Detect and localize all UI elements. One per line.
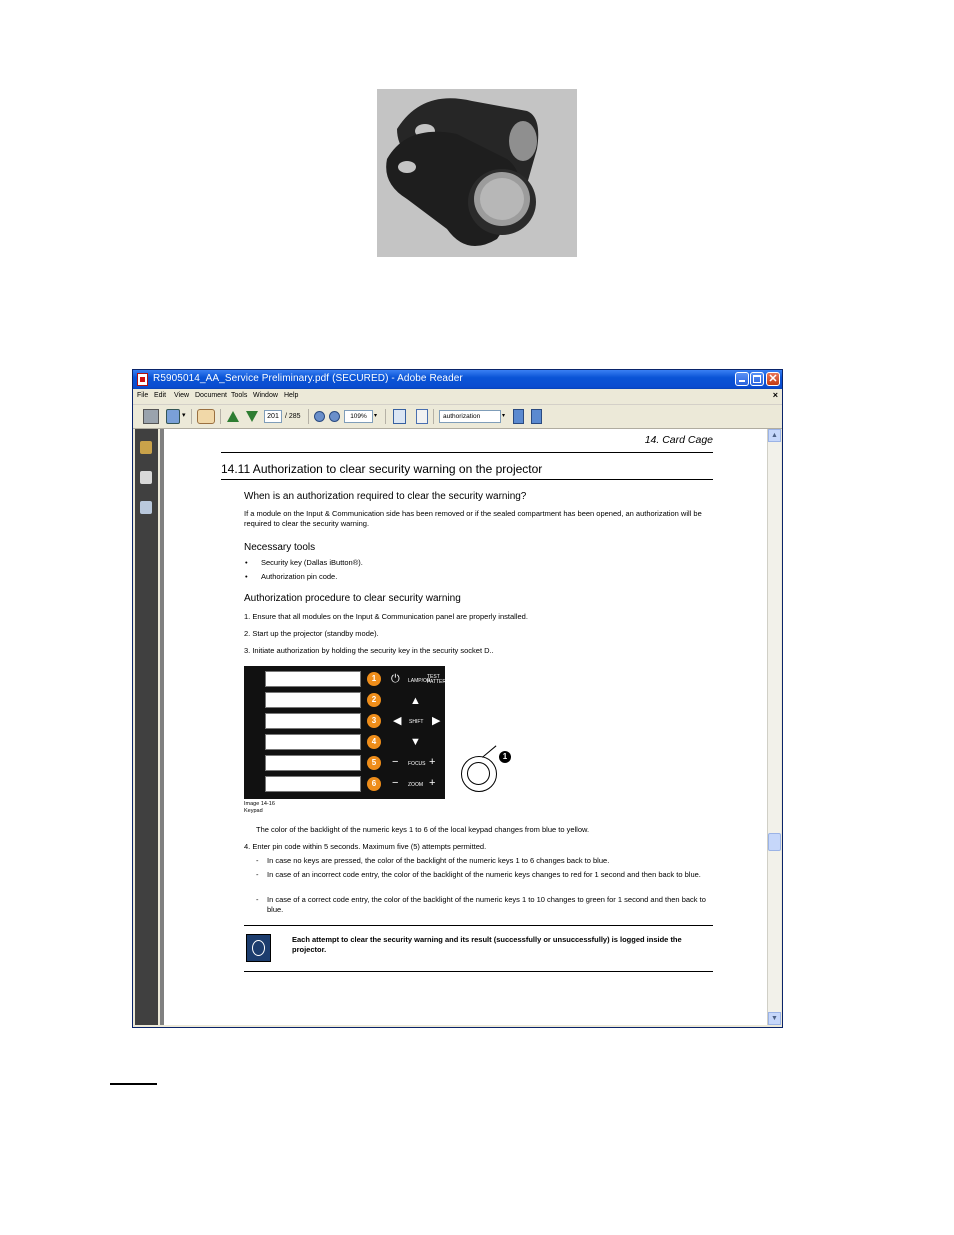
plus-icon: + — [429, 756, 436, 768]
menu-edit[interactable]: Edit — [154, 392, 167, 399]
question-heading: When is an authorization required to clear the security warning? — [244, 491, 527, 502]
minus-icon: − — [392, 756, 399, 768]
note-bottom-rule — [244, 971, 713, 972]
ibutton-photo — [377, 89, 577, 257]
zoom-key-label: ZOOM — [408, 782, 423, 788]
search-dropdown-icon[interactable]: ▾ — [502, 413, 506, 419]
next-page-icon[interactable] — [246, 411, 258, 422]
note-icon — [246, 934, 271, 962]
maximize-button[interactable] — [750, 372, 764, 386]
zoom-level-input[interactable]: 109% — [344, 410, 373, 423]
pages-panel-icon[interactable] — [140, 471, 152, 484]
menu-help[interactable]: Help — [284, 392, 299, 399]
chapter-header: 14. Card Cage — [644, 434, 713, 446]
section-title-rule — [221, 479, 713, 480]
image-caption-number: Image 14-16 — [244, 801, 275, 807]
callout-arrow — [482, 745, 496, 757]
toolbar-separator — [308, 409, 309, 424]
note-top-rule — [244, 925, 713, 926]
tool-item: Security key (Dallas iButton®). — [261, 558, 363, 567]
key-backlight-field — [265, 734, 361, 750]
document-close-icon[interactable]: × — [772, 390, 778, 400]
page-number-input[interactable]: 201 — [264, 410, 282, 423]
security-socket-illustration — [461, 756, 497, 792]
toolbar-separator — [191, 409, 192, 424]
close-window-button[interactable] — [766, 372, 780, 386]
zoom-out-icon[interactable] — [314, 411, 325, 422]
email-dropdown-icon[interactable]: ▾ — [182, 412, 186, 419]
tools-heading: Necessary tools — [244, 542, 316, 553]
dash: - — [256, 895, 259, 904]
scroll-up-icon[interactable]: ▲ — [768, 429, 781, 442]
plus-icon: + — [429, 777, 436, 789]
menu-view[interactable]: View — [174, 392, 190, 399]
fit-page-icon[interactable] — [416, 409, 428, 424]
find-next-icon[interactable] — [531, 409, 542, 424]
procedure-step: 2. Start up the projector (standby mode). — [244, 629, 379, 638]
print-icon[interactable] — [143, 409, 159, 424]
menu-tools[interactable]: Tools — [231, 392, 248, 399]
test-pattern-key-label: TEST PATTERN — [427, 674, 450, 685]
arrow-down-icon: ▼ — [410, 736, 421, 748]
numeric-key: 6 — [367, 777, 381, 791]
arrow-up-icon: ▲ — [410, 695, 421, 707]
minimize-button[interactable] — [735, 372, 749, 386]
close-icon: ✕ — [768, 373, 778, 385]
procedure-step: 1. Ensure that all modules on the Input & Communication panel are properly installed. — [244, 612, 528, 621]
title-bar[interactable] — [133, 370, 782, 389]
procedure-heading: Authorization procedure to clear security warning — [244, 593, 461, 604]
navigation-panel — [135, 429, 158, 1025]
arrow-left-icon: ◀ — [393, 715, 402, 727]
toolbar — [133, 405, 782, 429]
question-body: If a module on the Input & Communication side has been removed or if the sealed compartment has been opened, an authorization will be required to clear the security warning. — [244, 509, 702, 528]
numeric-key: 2 — [367, 693, 381, 707]
numeric-key: 5 — [367, 756, 381, 770]
section-title: 14.11 Authorization to clear security warning on the projector — [221, 462, 543, 476]
substep-text: In case of an incorrect code entry, the color of the backlight of the numeric keys changes to red for 1 second and then back to blue. — [267, 870, 701, 879]
lamp-key-label: LAMP/OR — [408, 678, 431, 684]
tool-item: Authorization pin code. — [261, 572, 338, 581]
scroll-down-icon[interactable]: ▼ — [768, 1012, 781, 1025]
numeric-key: 3 — [367, 714, 381, 728]
adobe-reader-window — [132, 369, 783, 1028]
minus-icon: − — [392, 777, 399, 789]
search-input[interactable]: authorization — [439, 410, 501, 423]
document-area — [160, 429, 767, 1025]
keypad-image — [244, 666, 450, 799]
key-backlight-field — [265, 776, 361, 792]
security-lock-icon[interactable] — [140, 441, 152, 454]
bookmarks-panel-icon[interactable] — [140, 501, 152, 514]
pdf-page — [164, 429, 767, 1025]
backlight-text: The color of the backlight of the numeric keys 1 to 6 of the local keypad changes from blue to yellow. — [256, 825, 590, 834]
menu-document[interactable]: Document — [195, 392, 227, 399]
adobe-reader-app-icon — [137, 373, 148, 386]
shift-key-label: SHIFT — [409, 719, 424, 725]
find-previous-icon[interactable] — [513, 409, 524, 424]
underline-mark — [110, 1083, 157, 1085]
vertical-scrollbar[interactable] — [767, 429, 781, 1025]
procedure-step: 4. Enter pin code within 5 seconds. Maximum five (5) attempts permitted. — [244, 842, 487, 851]
key-backlight-field — [265, 671, 361, 687]
bullet: • — [245, 572, 248, 581]
scroll-thumb[interactable] — [768, 833, 781, 851]
toolbar-separator — [433, 409, 434, 424]
callout-number: 1 — [499, 751, 511, 763]
toolbar-separator — [220, 409, 221, 424]
collaborate-icon[interactable] — [197, 409, 215, 424]
menu-bar — [133, 389, 782, 405]
numeric-key: 4 — [367, 735, 381, 749]
focus-key-label: FOCUS — [408, 761, 426, 767]
key-backlight-field — [265, 713, 361, 729]
zoom-in-icon[interactable] — [329, 411, 340, 422]
bullet: • — [245, 558, 248, 567]
arrow-right-icon: ▶ — [432, 715, 441, 727]
dash: - — [256, 856, 259, 865]
menu-window[interactable]: Window — [253, 392, 278, 399]
window-title: R5905014_AA_Service Preliminary.pdf (SECURED) - Adobe Reader — [153, 373, 463, 384]
key-backlight-field — [265, 692, 361, 708]
note-text: Each attempt to clear the security warning and its result (successfully or unsuccessfully) is logged inside the projector. — [292, 935, 682, 954]
zoom-dropdown-icon[interactable]: ▾ — [374, 413, 378, 419]
key-backlight-field — [265, 755, 361, 771]
power-icon: ⏻ — [391, 673, 400, 685]
previous-page-icon[interactable] — [227, 411, 239, 422]
header-rule — [221, 452, 713, 453]
substep-text: In case of a correct code entry, the color of the backlight of the numeric keys 1 to 10 changes to green for 1 second and then back to blue. — [267, 895, 706, 914]
email-icon[interactable] — [166, 409, 180, 424]
page-total: / 285 — [285, 413, 301, 420]
numeric-key: 1 — [367, 672, 381, 686]
menu-file[interactable]: File — [137, 392, 149, 399]
procedure-step: 3. Initiate authorization by holding the security key in the security socket D.. — [244, 646, 494, 655]
substep-text: In case no keys are pressed, the color of the backlight of the numeric keys 1 to 6 changes back to blue. — [267, 856, 610, 865]
dash: - — [256, 870, 259, 879]
single-page-view-icon[interactable] — [393, 409, 406, 424]
image-caption-title: Keypad — [244, 808, 263, 814]
toolbar-separator — [385, 409, 386, 424]
